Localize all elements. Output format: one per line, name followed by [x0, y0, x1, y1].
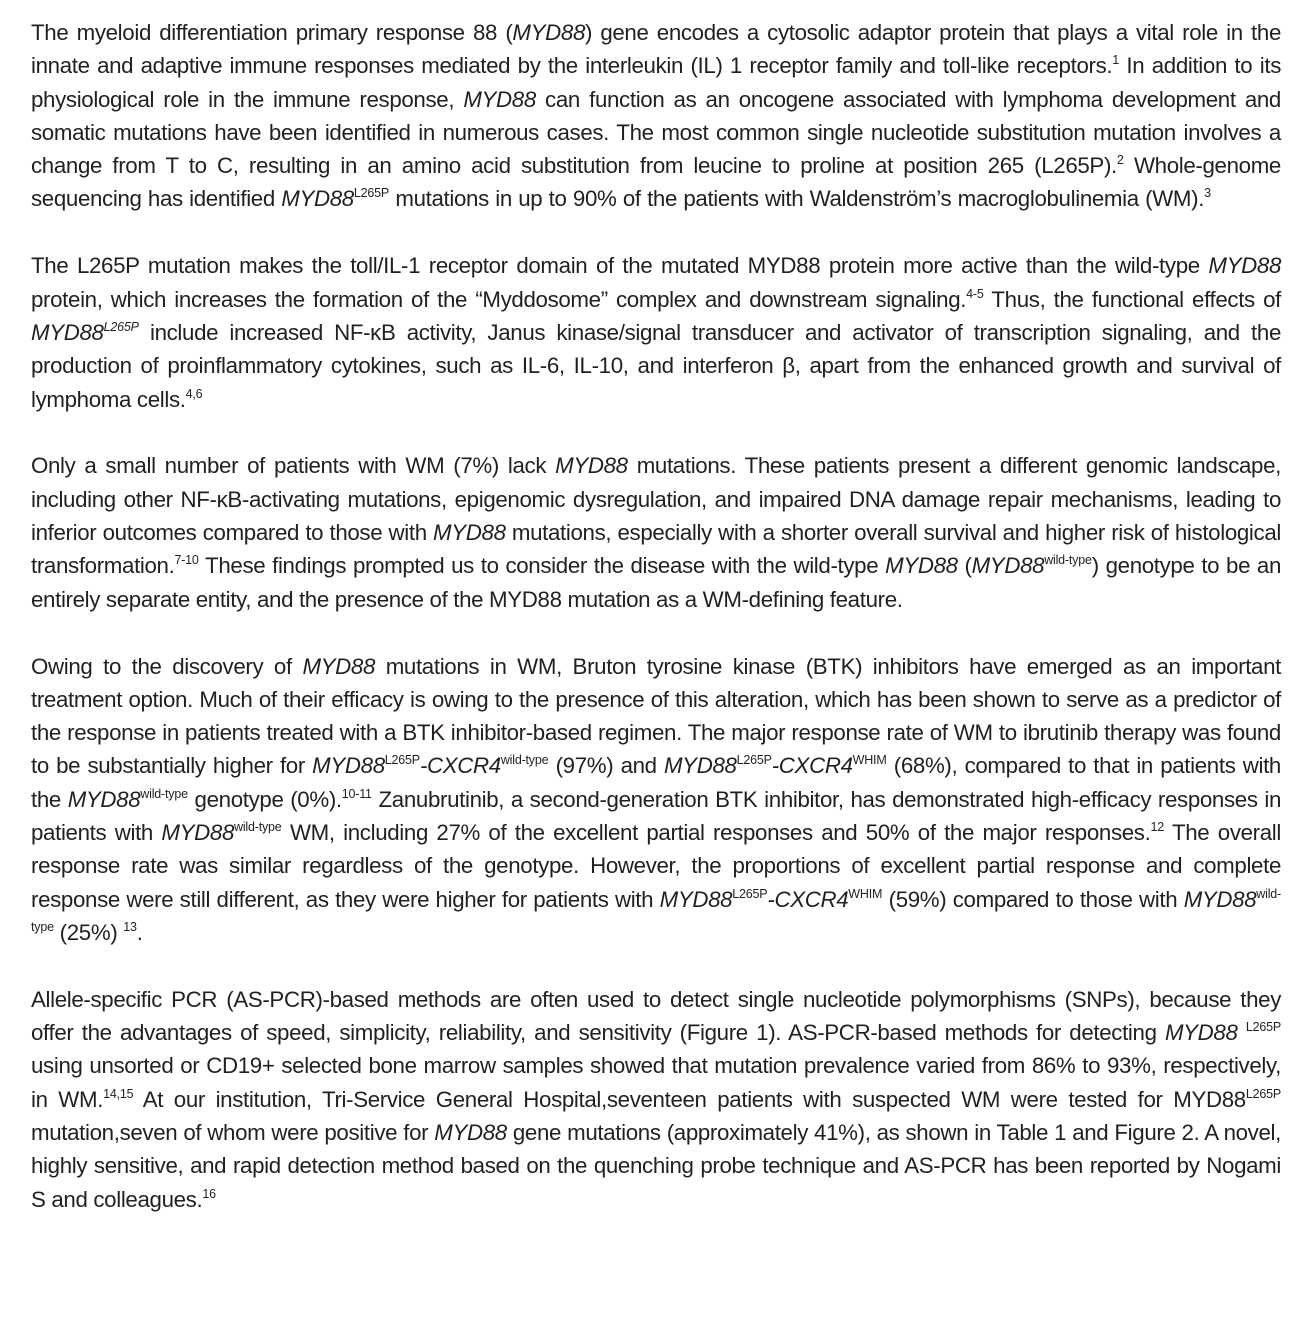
text-run: protein, which increases the formation of the “Myddosome” complex and downstream signaling.: [31, 286, 967, 312]
text-run: ) genotype to be an entirely separate entity, and the presence of the MYD88 mutation as a WM-defining feature.: [31, 553, 1282, 612]
gene-name-italic: MYD88: [67, 786, 141, 812]
text-run: [1238, 1020, 1246, 1045]
text-run: mutations in up to 90% of the patients with Waldenström’s macroglobulinemia (WM).: [389, 186, 1205, 212]
text-run: Thus, the functional effects of: [983, 286, 1281, 312]
paragraph-wild-type-wm: [31, 449, 1281, 615]
text-run: Zanubrutinib, a second-generation BTK inhibitor, has demonstrated high-efficacy responses in patients with: [31, 786, 1281, 846]
text-run: Whole-genome sequencing has identified: [31, 153, 1281, 212]
citation-superscript: 14,15: [103, 1086, 134, 1101]
text-run: ) gene encodes a cytosolic adaptor protein that plays a vital role in the innate and adaptive immune responses mediated by the interleukin (IL) 1 receptor family and toll-like receptors.: [31, 20, 1282, 79]
citation-superscript: L265P: [732, 886, 768, 901]
citation-superscript: L265P: [384, 753, 420, 768]
citation-superscript: 13: [123, 919, 137, 934]
citation-superscript: 1: [1112, 53, 1119, 68]
text-run: WM, including 27% of the excellent partial responses and 50% of the major responses.: [281, 820, 1151, 846]
citation-superscript: 4-5: [966, 286, 984, 301]
gene-name-italic: MYD88: [312, 753, 385, 779]
text-run: mutations in WM, Bruton tyrosine kinase (BTK) inhibitors have emerged as an important treatment option. Much of their efficacy is owing to the presence of this alteration, which has been shown to serve as a predictor of the response in patients treated with a BTK inhibitor-based regimen. The major response rate of WM to ibrutinib therapy was found to be substantially higher for: [31, 653, 1282, 779]
gene-name-italic: MYD88: [161, 820, 234, 846]
gene-name-italic: MYD88: [433, 520, 506, 546]
gene-name-italic: MYD88: [885, 553, 958, 579]
paragraph-l265p-mechanism: [31, 249, 1281, 415]
text-run: At our institution, Tri-Service General Hospital,seventeen patients with suspected WM were tested for MYD88: [133, 1086, 1246, 1112]
text-run: can function as an oncogene associated with lymphoma development and somatic mutations have been identified in numerous cases. The most common single nucleotide substitution mutation involves a change from T to C, resulting in an amino acid substitution from leucine to proline at position 265 (L265P).: [31, 86, 1281, 179]
paragraph-intro-myd88-function: [31, 16, 1281, 216]
text-run: Owing to the discovery of: [31, 653, 303, 679]
citation-superscript: wild-type: [1044, 553, 1092, 568]
gene-name-italic: MYD88: [434, 1119, 507, 1145]
citation-superscript: 7-10: [174, 553, 199, 568]
citation-superscript: L265P: [353, 186, 390, 201]
text-run: (68%), compared to that in patients with the: [31, 753, 1281, 812]
text-run: (59%) compared to those with: [882, 886, 1184, 912]
citation-superscript: wild-type: [140, 786, 188, 801]
text-run: include increased NF-κB activity, Janus kinase/signal transducer and activator of transcription signaling, and the production of proinflammatory cytokines, such as IL-6, IL-10, and interferon β, apart from the enhanced growth and survival of lymphoma cells.: [31, 319, 1281, 412]
text-run: gene mutations (approximately 41%), as shown in Table 1 and Figure 2. A novel, highly sensitive, and rapid detection method based on the quenching probe technique and AS-PCR has been reported by Nogami S and colleagues.: [31, 1119, 1281, 1212]
text-run: mutations, especially with a shorter overall survival and higher risk of histological transformation.: [31, 520, 1281, 579]
text-run: The L265P mutation makes the toll/IL-1 receptor domain of the mutated MYD88 protein more active than the wild-type: [31, 253, 1209, 279]
text-run: Only a small number of patients with WM (7%) lack: [31, 453, 556, 479]
citation-superscript: 16: [202, 1186, 216, 1201]
gene-name-italic: MYD88: [971, 553, 1045, 579]
text-run: These findings prompted us to consider the disease with the wild-type: [198, 553, 886, 579]
text-run: mutations. These patients present a different genomic landscape, including other NF-κB-activating mutations, epigenomic dysregulation, and impaired DNA damage repair mechanisms, leading to inferior outcomes compared to those with: [31, 453, 1282, 546]
citation-superscript: wild-type: [31, 886, 1281, 934]
gene-name-italic: MYD88: [302, 653, 376, 679]
paragraph-btk-inhibitors: [31, 650, 1281, 950]
paragraph-as-pcr-detection: [31, 983, 1281, 1216]
text-run: .: [136, 919, 143, 945]
text-run: In addition to its physiological role in the immune response,: [31, 53, 1281, 112]
citation-superscript: WHIM: [852, 753, 887, 768]
citation-superscript: wild-type: [500, 753, 549, 768]
gene-name-italic: MYD88: [1208, 253, 1281, 279]
citation-superscript: 12: [1150, 820, 1164, 835]
text-run: The overall response rate was similar regardless of the genotype. However, the proportions of excellent partial response and complete response were still different, as they were higher for patients with: [31, 820, 1282, 912]
gene-name-italic: -CXCR4: [767, 886, 849, 912]
gene-name-italic: MYD88: [663, 753, 737, 779]
text-run: genotype (0%).: [187, 786, 342, 812]
text-run: (25%): [53, 919, 124, 945]
text-run: using unsorted or CD19+ selected bone marrow samples showed that mutation prevalence varied from 86% to 93%, respectively, in WM.: [31, 1053, 1281, 1112]
citation-superscript: L265P: [1245, 1086, 1281, 1101]
citation-superscript: L265P: [736, 753, 772, 768]
citation-superscript: 4,6: [185, 386, 203, 401]
citation-superscript: L265P: [103, 319, 139, 334]
text-run: Allele-specific PCR (AS-PCR)-based methods are often used to detect single nucleotide polymorphisms (SNPs), because they offer the advantages of speed, simplicity, reliability, and sensitivity (Figure 1). AS-PCR-based methods for detecting: [31, 986, 1281, 1046]
gene-name-italic: -CXCR4: [771, 753, 853, 779]
citation-superscript: 3: [1204, 186, 1211, 201]
gene-name-italic: MYD88: [281, 186, 354, 212]
gene-name-italic: MYD88: [1183, 886, 1257, 912]
gene-name-italic: MYD88: [659, 886, 733, 912]
text-run: (97%) and: [548, 753, 664, 779]
text-run: The myeloid differentiation primary response 88 (: [31, 20, 513, 45]
article-body: [31, 16, 1281, 1249]
citation-superscript: L265P: [1245, 1020, 1281, 1035]
gene-name-italic: MYD88: [512, 20, 586, 45]
citation-superscript: 10-11: [341, 786, 372, 801]
gene-name-italic: MYD88: [463, 86, 536, 112]
gene-name-italic: MYD88: [555, 453, 628, 479]
citation-superscript: wild-type: [234, 820, 282, 835]
text-run: mutation,seven of whom were positive for: [31, 1119, 435, 1145]
gene-name-italic: -CXCR4: [419, 753, 501, 779]
text-run: (: [957, 553, 972, 579]
citation-superscript: 2: [1116, 153, 1124, 168]
citation-superscript: WHIM: [848, 886, 883, 901]
gene-name-italic: MYD88: [1164, 1020, 1238, 1046]
gene-name-italic: MYD88: [31, 319, 104, 345]
